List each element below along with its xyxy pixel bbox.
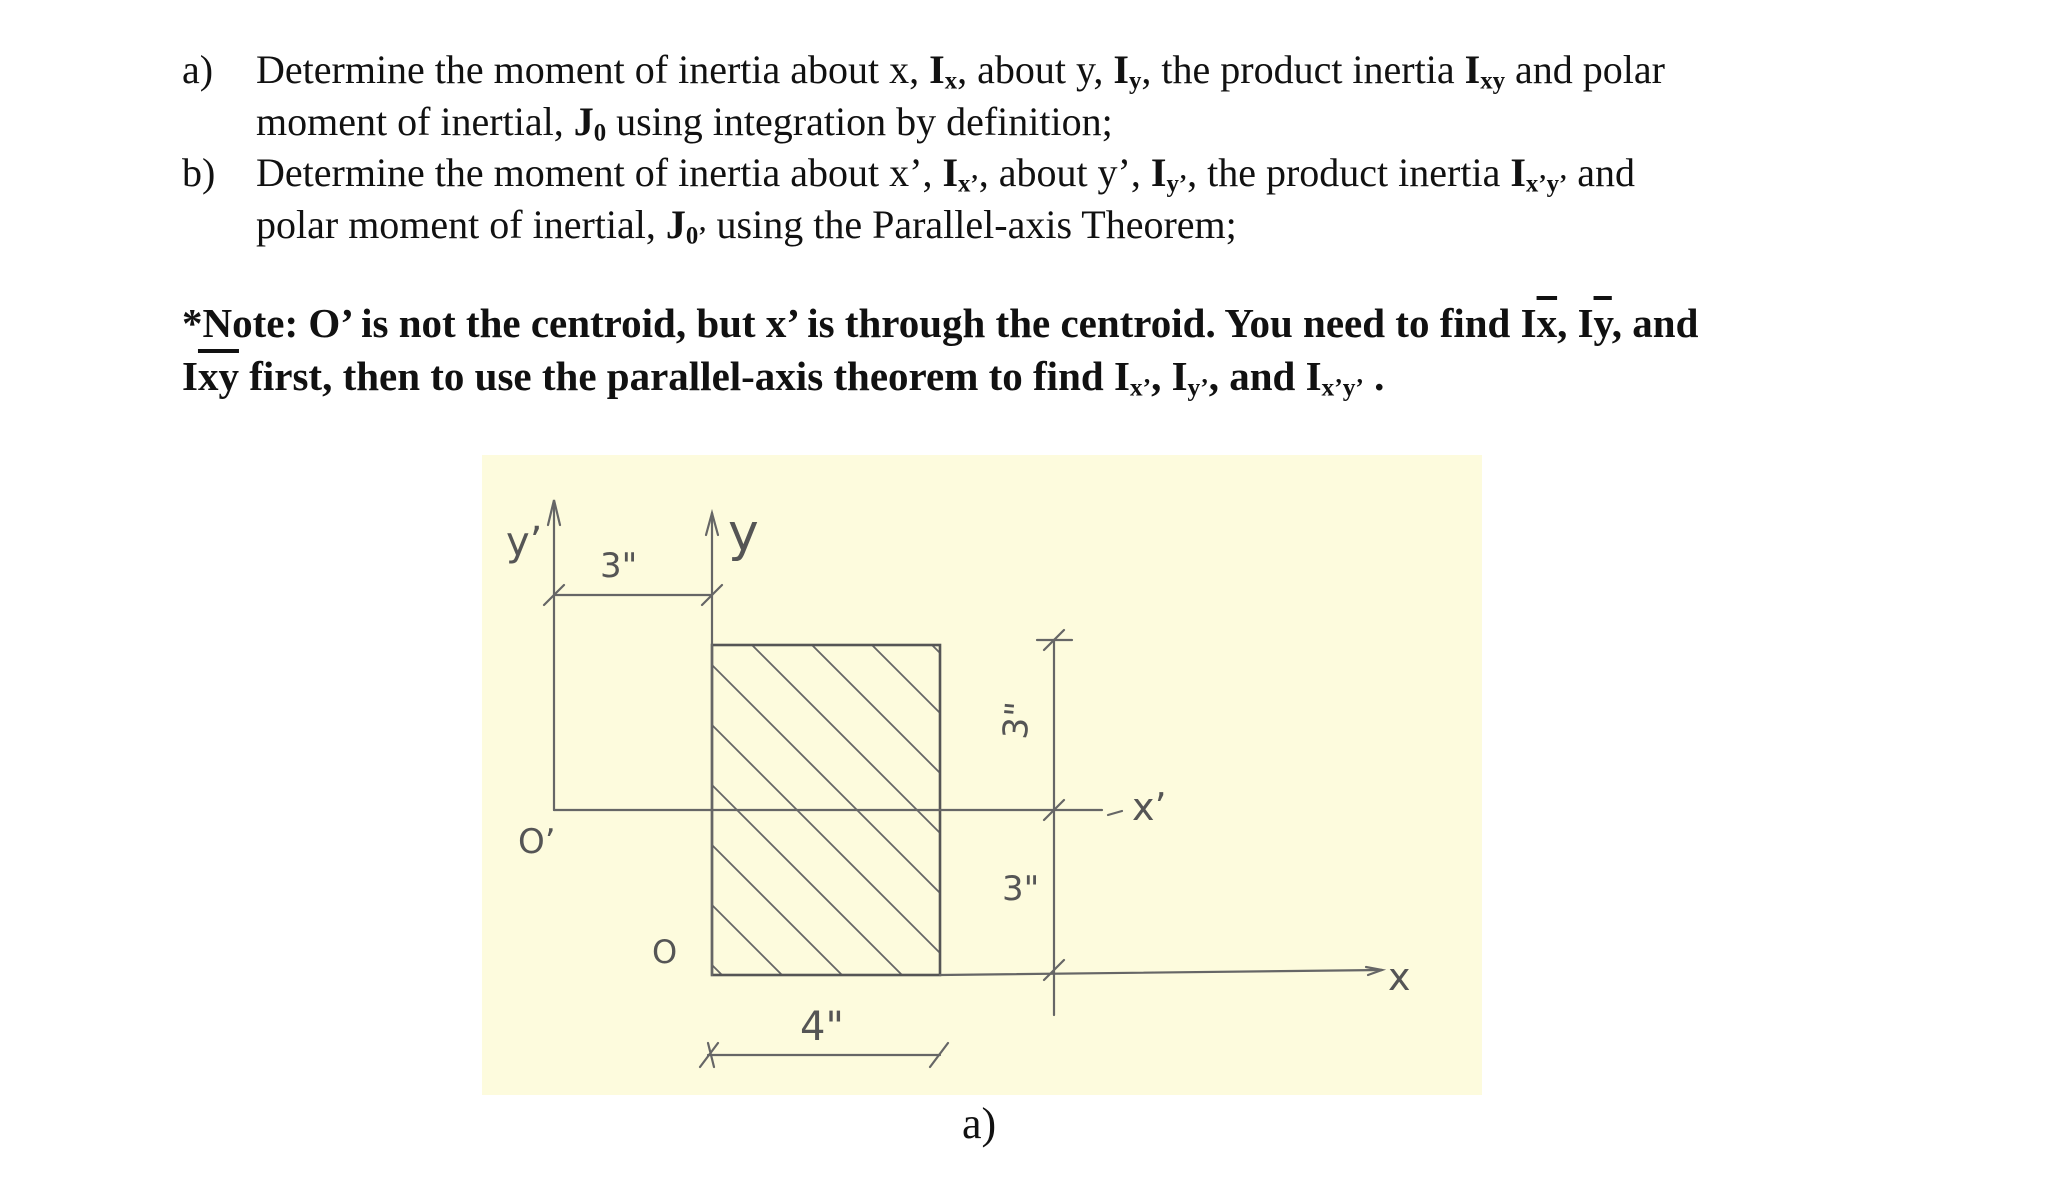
part-a-text (256, 44, 2046, 148)
symbol-Ixy-prime: $I_{x’y’}$ (1510, 150, 1568, 198)
part-b-line-2: polar moment of inertial, $J_{0’}$ using the Parallel-axis Theorem; (256, 202, 1237, 250)
symbol-Ix: $I_x$ (929, 47, 958, 95)
symbol-J0: $J_0$ (573, 99, 607, 147)
symbol-Iy-prime-note: $I_{y’}$ (1171, 353, 1209, 402)
x-axis (940, 970, 1382, 975)
label-dim-bottom: 4" (800, 1004, 844, 1050)
label-x: x (1388, 955, 1411, 999)
label-x-prime: x’ (1132, 785, 1167, 829)
label-dim-upper-right: 3" (995, 700, 1039, 741)
symbol-J0-prime: $J_{0’}$ (665, 202, 707, 250)
note-paragraph (182, 297, 1698, 403)
label-dim-lower-right: 3" (1002, 869, 1040, 909)
symbol-Iy: $I_y$ (1113, 47, 1142, 95)
symbol-Iy-prime: $I_{y’}$ (1150, 150, 1188, 198)
label-y: y (728, 503, 759, 563)
figure-sketch (482, 455, 1482, 1095)
figure-caption: a) (962, 1099, 997, 1148)
part-b-text (256, 147, 2046, 251)
label-O: O (652, 933, 678, 971)
part-b-label: b) (182, 150, 216, 195)
note-line-1: *Note: O’ is not the centroid, but x’ is through the centroid. You need to find $I\overline{x}$, $I\overline{y}$, and (182, 300, 1699, 346)
symbol-Ix-prime: $I_{x’}$ (942, 150, 979, 198)
label-O-prime: O’ (518, 822, 556, 862)
part-a-label: a) (182, 47, 214, 92)
symbol-I-xbar: $I\overline{x}$ (1520, 300, 1558, 346)
part-a-line-1: Determine the moment of inertia about x, $I_x$, about y, $I_y$, the product inertia $I_{xy}$ and polar (256, 47, 1665, 95)
part-a-line-2: moment of inertial, $J_0$ using integration by definition; (256, 99, 1113, 147)
symbol-Ix-prime-note: $I_{x’}$ (1113, 353, 1152, 402)
figure-drawing (482, 455, 1482, 1095)
symbol-I-ybar: $I\overline{y}$ (1577, 300, 1612, 346)
label-dim-top: 3" (600, 546, 638, 586)
symbol-Ixy-prime-note: $I_{x’y’}$ (1305, 353, 1364, 402)
symbol-Ixy: $I_{xy}$ (1464, 47, 1505, 95)
part-b-line-1: Determine the moment of inertia about x’, $I_{x’}$, about y’, $I_{y’}$, the product inertia $I_{x’y’}$ and (256, 150, 1635, 198)
symbol-I-xybar: $I\overline{xy}$ (182, 353, 239, 399)
note-line-2: $I\overline{xy}$ first, then to use the parallel-axis theorem to find $I_{x’}$, $I_{y’}$, and $I_{x’y’}$ . (182, 353, 1385, 402)
label-y-prime: y’ (506, 519, 543, 565)
